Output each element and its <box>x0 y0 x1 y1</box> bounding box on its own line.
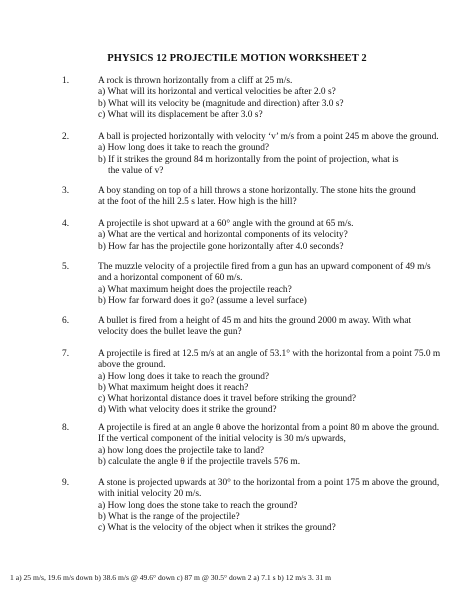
problem-part-b: b) What will its velocity be (magnitude and direction) after 3.0 s? <box>98 98 344 109</box>
problem-number: 1. <box>62 76 70 86</box>
problem-part-b: b) What maximum height does it reach? <box>98 382 249 393</box>
problem-number: 4. <box>62 219 70 229</box>
problem-text: A projectile is fired at an angle θ above the horizontal from a point 80 m above the ground. <box>98 423 440 433</box>
problem-number: 6. <box>62 316 70 326</box>
problem-number: 3. <box>62 186 70 196</box>
problem-part-d: d) With what velocity does it strike the ground? <box>98 405 277 416</box>
problem-part-a: a) how long does the projectile take to land? <box>98 445 265 456</box>
problem-part-b: b) calculate the angle θ if the projectile travels 576 m. <box>98 456 301 467</box>
problem-text: A projectile is shot upward at a 60° angle with the ground at 65 m/s. <box>98 219 354 229</box>
answer-key: 1 a) 25 m/s, 19.6 m/s down b) 38.6 m/s @ 49.6° down c) 87 m @ 30.5° down 2 a) 7.1 s b) 12 m/s 3. 31 m <box>10 573 332 582</box>
problem-number: 5. <box>62 262 70 272</box>
problem-text-cont: with initial velocity 20 m/s. <box>98 489 202 500</box>
problem-number: 9. <box>62 478 70 488</box>
problem-part-a: a) What will its horizontal and vertical velocities be after 2.0 s? <box>98 87 336 98</box>
problem-text: A bullet is fired from a height of 45 m and hits the ground 2000 m away. With what <box>98 316 412 326</box>
problem-text-cont: velocity does the bullet leave the gun? <box>98 327 242 338</box>
problem-number: 2. <box>62 132 70 142</box>
problem-part-a: a) What maximum height does the projectile reach? <box>98 284 292 295</box>
problem-text: A boy standing on top of a hill throws a stone horizontally. The stone hits the ground <box>98 186 416 196</box>
problem-part-b: b) What is the range of the projectile? <box>98 511 240 522</box>
problem-part-a: a) How long does the stone take to reach the ground? <box>98 500 298 511</box>
problem-part-b: b) How far forward does it go? (assume a level surface) <box>98 295 307 306</box>
problem-part-a: a) How long does it take to reach the ground? <box>98 143 270 154</box>
problem-text: A projectile is fired at 12.5 m/s at an angle of 53.1° with the horizontal from a point 75.0 m <box>98 349 441 359</box>
problem-part-b: b) How far has the projectile gone horizontally after 4.0 seconds? <box>98 241 344 252</box>
problem-number: 7. <box>62 349 70 359</box>
problem-text: A ball is projected horizontally with velocity ‘v’ m/s from a point 245 m above the ground. <box>98 132 439 142</box>
problem-text-cont: at the foot of the hill 2.5 s later. How high is the hill? <box>98 197 297 208</box>
problem-text: A stone is projected upwards at 30° to the horizontal from a point 175 m above the ground, <box>98 478 440 488</box>
problem-text-cont: If the vertical component of the initial velocity is 30 m/s upwards, <box>98 434 346 445</box>
problem-part-b: b) If it strikes the ground 84 m horizontally from the point of projection, what is <box>98 154 399 165</box>
problem-number: 8. <box>62 423 70 433</box>
problem-text-cont: and a horizontal component of 60 m/s. <box>98 273 243 284</box>
problem-part-b-cont: the value of v? <box>108 165 164 176</box>
problem-part-a: a) What are the vertical and horizontal components of its velocity? <box>98 230 348 241</box>
page-title: PHYSICS 12 PROJECTILE MOTION WORKSHEET 2 <box>107 53 367 64</box>
problem-part-a: a) How long does it take to reach the ground? <box>98 371 270 382</box>
problem-text: A rock is thrown horizontally from a cliff at 25 m/s. <box>98 76 293 86</box>
problem-part-c: c) What will its displacement be after 3.0 s? <box>98 109 263 120</box>
problem-part-c: c) What horizontal distance does it travel before striking the ground? <box>98 394 357 405</box>
problem-text-cont: above the ground. <box>98 360 166 371</box>
problem-text: The muzzle velocity of a projectile fired from a gun has an upward component of 49 m/s <box>98 262 431 272</box>
problem-part-c: c) What is the velocity of the object when it strikes the ground? <box>98 523 336 534</box>
